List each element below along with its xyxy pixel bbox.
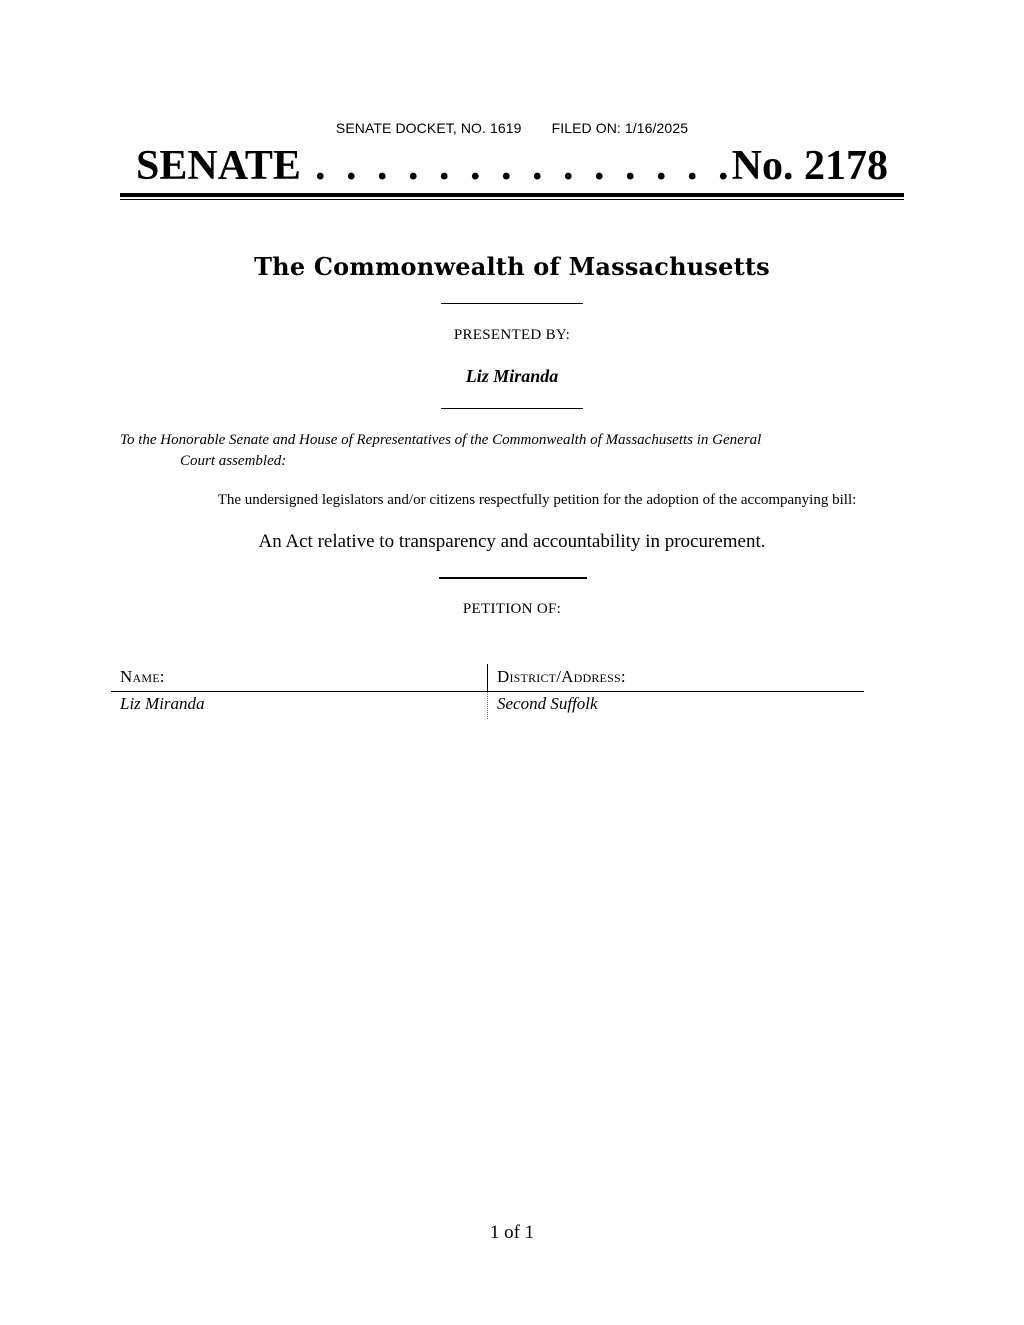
column-divider <box>487 664 488 691</box>
petitioner-name: Liz Miranda <box>120 694 205 713</box>
leader-dots: . . . . . . . . . . . . . . <box>315 143 734 189</box>
divider-rule <box>441 303 583 304</box>
chamber-name: SENATE <box>136 143 301 189</box>
page-number: 1 of 1 <box>489 1222 535 1243</box>
divider-rule <box>439 577 587 579</box>
bill-number: No. 2178 <box>731 143 888 189</box>
petitioner-district: Second Suffolk <box>497 694 598 713</box>
address-paragraph <box>120 430 904 472</box>
heading-rule-thick <box>120 193 904 197</box>
act-title: An Act relative to transparency and accountability in procurement. <box>258 531 766 552</box>
docket-line <box>0 120 1024 136</box>
column-header-name: Name: <box>120 667 165 686</box>
petition-of-label: PETITION OF: <box>462 601 562 617</box>
petitioner-table <box>111 664 864 720</box>
senate-bill-heading <box>120 140 904 192</box>
presented-by-label: PRESENTED BY: <box>453 327 571 343</box>
docket-number: SENATE DOCKET, NO. 1619 <box>335 120 522 136</box>
column-divider <box>487 692 488 719</box>
divider-rule <box>441 408 583 409</box>
commonwealth-title: The Commonwealth of Massachusetts <box>254 252 770 281</box>
address-line: To the Honorable Senate and House of Representatives of the Commonwealth of Massachusetts in General <box>120 432 762 448</box>
heading-rule-thin <box>120 199 904 200</box>
presenter-name: Liz Miranda <box>465 366 559 386</box>
petition-statement: The undersigned legislators and/or citizens respectfully petition for the adoption of the accompanying bill: <box>217 492 857 508</box>
filed-date: FILED ON: 1/16/2025 <box>551 120 689 136</box>
address-line: Court assembled: <box>180 453 287 469</box>
column-header-district: District/Address: <box>497 667 626 686</box>
